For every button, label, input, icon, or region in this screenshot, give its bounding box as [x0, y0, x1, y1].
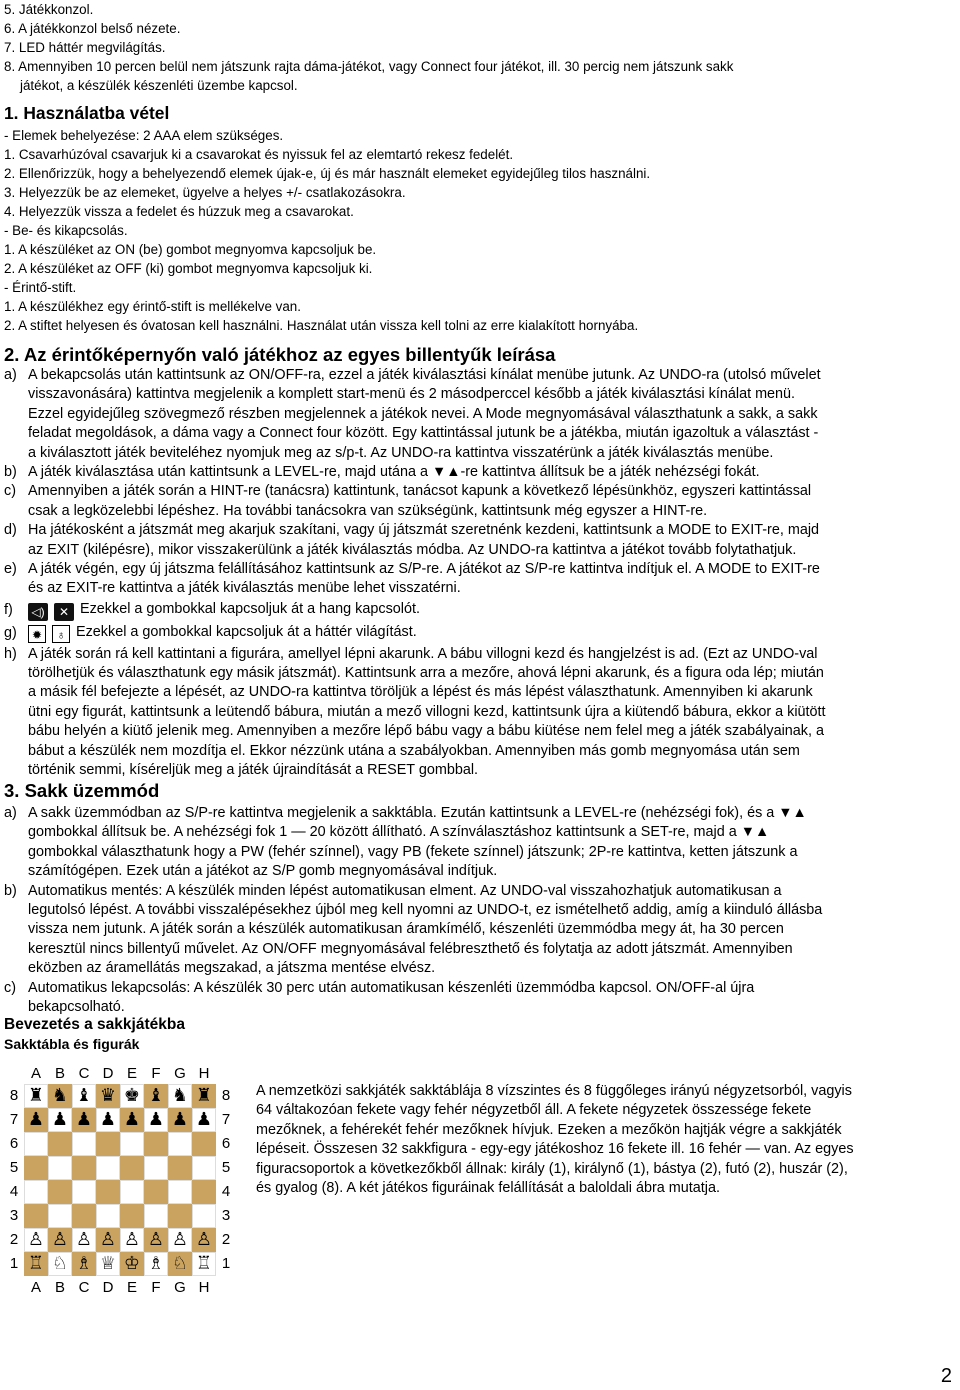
- chess-piece: ♙: [27, 1229, 45, 1250]
- list-item: 7. LED háttér megvilágítás.: [4, 40, 166, 55]
- list-item: d) Ha játékosként a játszmát meg akarjuk szakítani, vagy új játszmát szeretnénk kezdeni, kattintsunk a MODE to EXIT-re, majd az EXIT (kilépésre), mikor visszakerülünk a játék kiválasztás módba. Az UNDO-ra kattintva a játékot tovább folytathatjuk.: [4, 522, 820, 558]
- file-label: D: [102, 1279, 114, 1296]
- rank-label: 7: [9, 1111, 19, 1128]
- chess-piece: ♟: [75, 1109, 93, 1130]
- board-square: [144, 1156, 168, 1180]
- board-square: [96, 1204, 120, 1228]
- list-item: b) A játék kiválasztása után kattintsunk a LEVEL-re, majd utána a ▼▲-re kattintva állítsuk be a játék nehézségi fokát.: [4, 463, 760, 480]
- chess-piece: ♟: [99, 1109, 117, 1130]
- list-item: 2. A készüléket az OFF (ki) gombot megnyomva kapcsoljuk ki.: [4, 261, 373, 276]
- board-square: [96, 1132, 120, 1156]
- chess-piece: ♛: [99, 1085, 117, 1106]
- list-item: a) A bekapcsolás után kattintsunk az ON/OFF-ra, ezzel a játék kiválasztási kínálat menübe jutunk. Az UNDO-ra (utolsó művelet visszavonására) kattintva megjelenik a komplett start-menü és 2 másodperccel később a játék kiválasztási kínálat menü. Ezzel egyidejűleg szövegmező részben megjelennek a játékok nevei. A Mode megnyomásával választhatunk a sakk, a sakk feladat megoldások, a dáma vagy a Connect four között. Egy kattintással jutunk be a játékba, miután igazoltuk a választást - a kiválasztott játék beviteléhez nyomjuk meg az s/p-t. Az UNDO-ra kattintva visszatérünk a játék kiválasztás menübe.: [4, 367, 821, 461]
- intro-title: Bevezetés a sakkjátékba: [4, 1016, 185, 1033]
- rank-label: 6: [9, 1135, 19, 1152]
- chess-piece: ♙: [171, 1229, 189, 1250]
- section2-list: [4, 366, 956, 780]
- board-square: [48, 1156, 72, 1180]
- rank-label: 3: [221, 1207, 231, 1224]
- list-item: játékot, a készülék készenléti üzembe kapcsol.: [20, 78, 298, 93]
- list-item: 8. Amennyiben 10 percen belül nem játszunk rajta dáma-játékot, vagy Connect four játékot, ill. 30 percig nem játszunk sakk: [4, 59, 734, 74]
- rank-label: 4: [221, 1183, 231, 1200]
- chess-piece: ♟: [195, 1109, 213, 1130]
- board-square: [168, 1180, 192, 1204]
- list-item: 1. A készülékhez egy érintő-stift is mellékelve van.: [4, 299, 301, 314]
- file-label: B: [54, 1279, 65, 1296]
- list-item: 2. A stiftet helyesen és óvatosan kell használni. Használat után vissza kell tolni az erre kialakított hornyába.: [4, 318, 639, 333]
- list-item: 3. Helyezzük be az elemeket, ügyelve a helyes +/- csatlakozásokra.: [4, 185, 406, 200]
- board-square: [72, 1180, 96, 1204]
- board-square: [48, 1204, 72, 1228]
- board-square: [144, 1180, 168, 1204]
- list-item: f) ◁) ✕ Ezekkel a gombokkal kapcsoljuk át a hang kapcsolót.: [4, 600, 420, 619]
- section3-list: [4, 804, 956, 1017]
- chess-piece: ♗: [147, 1253, 165, 1274]
- file-label: F: [151, 1065, 161, 1082]
- file-label: E: [126, 1279, 137, 1296]
- chess-piece: ♙: [195, 1229, 213, 1250]
- rank-label: 8: [221, 1087, 231, 1104]
- list-item: e) A játék végén, egy új játszma felállításához kattintsunk az S/P-re. A játékot az S/P-re kattintva indítjuk el. A MODE to EXIT-re és az EXIT-re kattintva a játék kiválasztás menübe lehet visszatérni.: [4, 560, 820, 597]
- list-item: g) ✹ ♁ Ezekkel a gombokkal kapcsoljuk át a háttér világítást.: [4, 624, 417, 643]
- chess-piece: ♜: [195, 1085, 213, 1106]
- chess-piece: ♙: [75, 1229, 93, 1250]
- page-number: 2: [940, 1365, 952, 1387]
- board-square: [24, 1180, 48, 1204]
- chess-piece: ♟: [171, 1109, 189, 1130]
- board-square: [24, 1204, 48, 1228]
- section1-list: [4, 126, 956, 335]
- chess-piece: ♚: [123, 1085, 141, 1106]
- board-square: [192, 1180, 216, 1204]
- top-list: [4, 0, 956, 95]
- board-square: [120, 1180, 144, 1204]
- list-item: - Érintő-stift.: [4, 280, 77, 295]
- chess-piece: ♘: [171, 1253, 189, 1274]
- chess-piece: ♕: [99, 1253, 117, 1274]
- file-label: A: [30, 1279, 41, 1296]
- board-square: [120, 1204, 144, 1228]
- list-item: 1. A készüléket az ON (be) gombot megnyomva kapcsoljuk be.: [4, 242, 377, 257]
- list-item: 6. A játékkonzol belső nézete.: [4, 21, 181, 36]
- chess-piece: ♙: [99, 1229, 117, 1250]
- chess-piece: ♞: [51, 1085, 69, 1106]
- file-label: H: [198, 1279, 210, 1296]
- file-label: H: [198, 1065, 210, 1082]
- board-square: [24, 1156, 48, 1180]
- rank-label: 2: [9, 1231, 19, 1248]
- sun-icon: ✹: [28, 625, 46, 643]
- board-square: [120, 1156, 144, 1180]
- chess-piece: ♙: [123, 1229, 141, 1250]
- board-square: [72, 1204, 96, 1228]
- rank-label: 1: [9, 1255, 19, 1272]
- chess-piece: ♜: [27, 1085, 45, 1106]
- file-label: G: [174, 1065, 186, 1082]
- rank-label: 6: [221, 1135, 231, 1152]
- board-square: [72, 1156, 96, 1180]
- board-square: [168, 1156, 192, 1180]
- board-square: [72, 1132, 96, 1156]
- section1-title: 1. Használatba vétel: [4, 103, 170, 123]
- file-label: F: [151, 1279, 161, 1296]
- list-item: h) A játék során rá kell kattintani a figurára, amellyel lépni akarunk. A bábu villogni kezd és hangjelzést is ad. (Ezt az UNDO-val törölhetjük és választhatunk egy másik játszmát). Kattintsunk arra a mezőre, ahová lépni akarunk, és a figura oda lép; miután a másik fél befejezte a lépését, az UNDO-ra kattintva töröljük a lépést és más lépést választhatunk. Amennyiben ki akarunk ütni egy figurát, kattintsunk a leütendő bábura, miután a mező villogni kezd, kattintsunk újra a kiütendő bábura, ekkor a kiütött bábu helyén a kiütő jelenik meg. Amennyiben a mezőre lépő bábu vagy a bábu kiütése nem felel meg a játék szabályainak, a bábut a készülék nem mozdítja el. Ekkor nézzünk utána a szabályokban. Amennyiben más gomb megnyomása után sem történik semmi, kísérelјük meg a játék újraindítását a RESET gombbal.: [4, 645, 826, 779]
- chess-piece: ♝: [147, 1085, 165, 1106]
- file-label: A: [30, 1065, 41, 1082]
- rank-label: 5: [221, 1159, 231, 1176]
- intro-subtitle: Sakktábla és figurák: [4, 1036, 140, 1052]
- chess-piece: ♝: [75, 1085, 93, 1106]
- rank-label: 7: [221, 1111, 231, 1128]
- chessboard: [4, 1062, 240, 1322]
- board-square: [144, 1132, 168, 1156]
- board-square: [144, 1204, 168, 1228]
- rank-label: 8: [9, 1087, 19, 1104]
- rank-label: 5: [9, 1159, 19, 1176]
- rank-label: 1: [221, 1255, 231, 1272]
- list-item: 1. Csavarhúzóval csavarjuk ki a csavarokat és nyissuk fel az elemtartó rekesz fedelét.: [4, 147, 514, 162]
- file-label: C: [78, 1279, 90, 1296]
- rank-label: 2: [221, 1231, 231, 1248]
- list-item: 4. Helyezzük vissza a fedelet és húzzuk meg a csavarokat.: [4, 204, 354, 219]
- board-square: [96, 1180, 120, 1204]
- file-label: C: [78, 1065, 90, 1082]
- chess-piece: ♟: [123, 1109, 141, 1130]
- chess-piece: ♟: [51, 1109, 69, 1130]
- board-square: [168, 1132, 192, 1156]
- chess-piece: ♙: [51, 1229, 69, 1250]
- rank-label: 3: [9, 1207, 19, 1224]
- list-item: 2. Ellenőrizzük, hogy a behelyezendő elemek újak-e, új és már használt elemeket egyidejűleg tilos használni.: [4, 166, 651, 181]
- section2-title: 2. Az érintőképernyőn való játékhoz az egyes billentyűk leírása: [4, 344, 556, 365]
- board-square: [192, 1156, 216, 1180]
- list-item: - Elemek behelyezése: 2 AAA elem szükséges.: [4, 128, 284, 143]
- board-square: [96, 1156, 120, 1180]
- chess-piece: ♙: [147, 1229, 165, 1250]
- chess-piece: ♗: [75, 1253, 93, 1274]
- board-square: [48, 1180, 72, 1204]
- bulb-icon: ♁: [52, 625, 70, 643]
- list-item: - Be- és kikapcsolás.: [4, 223, 128, 238]
- chess-piece: ♖: [27, 1253, 45, 1274]
- file-label: D: [102, 1065, 114, 1082]
- chess-piece: ♟: [27, 1109, 45, 1130]
- board-square: [48, 1132, 72, 1156]
- board-square: [168, 1204, 192, 1228]
- board-square: [192, 1132, 216, 1156]
- file-label: G: [174, 1279, 186, 1296]
- board-square: [192, 1204, 216, 1228]
- list-item: 5. Játékkonzol.: [4, 2, 94, 17]
- rank-label: 4: [9, 1183, 19, 1200]
- list-item: c) Automatikus lekapcsolás: A készülék 30 perc után automatikusan készenléti üzemmódba kapcsol. ON/OFF-al újra bekapcsolható.: [4, 979, 755, 1015]
- section3-title: 3. Sakk üzemmód: [4, 780, 160, 801]
- board-square: [120, 1132, 144, 1156]
- chess-piece: ♟: [147, 1109, 165, 1130]
- file-label: E: [126, 1065, 137, 1082]
- list-item: c) Amennyiben a játék során a HINT-re (tanácsra) kattintunk, tanácsot kapunk a következő lépésünkhöz, egyszeri kattintással csak a legközelebbi lépéshez. Ha további tanácsokra van szükségünk, kattintsunk még egyszer a HINT-re.: [4, 483, 812, 519]
- board-square: [24, 1132, 48, 1156]
- chess-piece: ♖: [195, 1253, 213, 1274]
- chess-description: A nemzetközi sakkjáték sakktáblája 8 vízszintes és 8 függőleges irányú négyzetsorból, vagyis 64 váltakozóan fekete vagy fehér négyzetből áll. A fekete négyzetek összessége fekete mezőknek, a fehérekét fehér mezőknek hívjuk. Ezeken a mezőkön hajtják végre a sakkjáték lépéseit. Összesen 32 sakkfigura - egy-egy játékoshoz 16 fekete ill. 16 fehér — van. Az egyes figuracsoportok a következőkből állnak: király (1), királynő (1), bástya (2), futó (2), huszár (2), és gyalog (8). A két játékos figuráinak felállítását a baloldali ábra mutatja.: [256, 1083, 854, 1196]
- file-label: B: [54, 1065, 65, 1082]
- chess-piece: ♘: [51, 1253, 69, 1274]
- list-item: a) A sakk üzemmódban az S/P-re kattintva megjelenik a sakktábla. Ezután kattintsunk a LEVEL-re (nehézségi fok), és a ▼▲ gombokkal állítsuk be. A nehézségi fok 1 — 20 között állítható. A színválasztáshoz kattintsunk a SET-re, majd a ▼▲ gombokkal választhatunk hogy a PW (fehér színnel), vagy PB (fekete színnel) játszunk; 2P-re kattintva, ketten játszunk a számítógépen. Ezek után a játékot az S/P gomb megnyomásával indítjuk.: [4, 805, 807, 880]
- chess-piece: ♞: [171, 1085, 189, 1106]
- list-item: b) Automatikus mentés: A készülék minden lépést automatikusan elment. Az UNDO-val visszahozhatjuk automatikusan a legutolsó lépést. A további visszalépésekhez újból meg kell nyomni az UNDO-t, ez ismételhető addig, amíg a kiinduló állásba vissza nem jutunk. A játék során a készülék automatikusan áramkímélő, készenléti üzemmódba megy át, ha 30 percen keresztül nincs billentyű művelet. Az ON/OFF megnyomásával felébreszthető és folytatja az adott játszmát. Amennyiben eközben az áramellátás megszakad, a játszma mentése elvész.: [4, 882, 823, 977]
- chess-piece: ♔: [123, 1253, 141, 1274]
- sound-off-icon: ✕: [54, 603, 74, 621]
- sound-on-icon: ◁): [28, 603, 48, 621]
